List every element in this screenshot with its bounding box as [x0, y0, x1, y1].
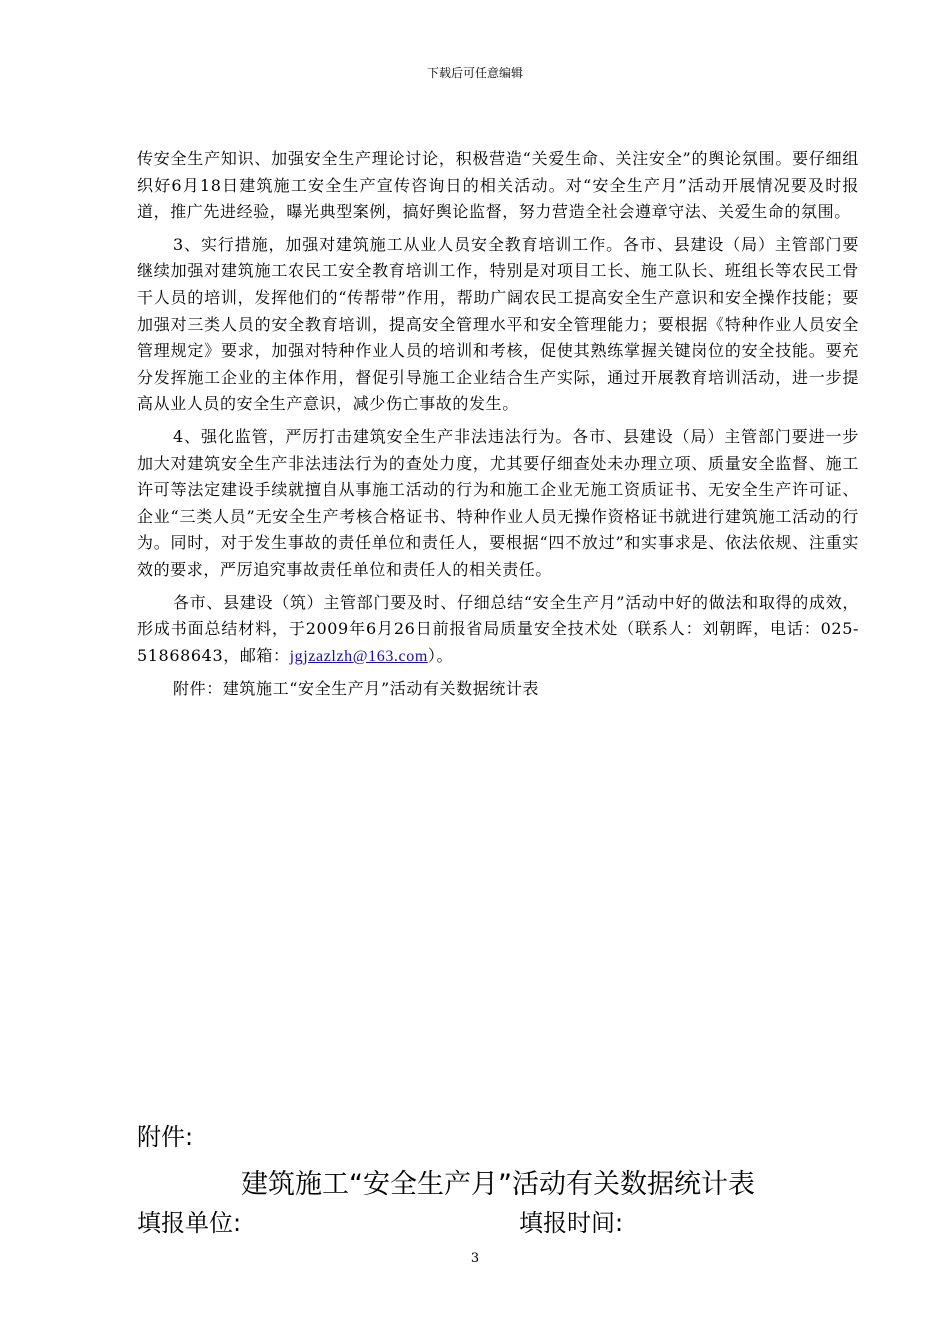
page-number: 3: [470, 1251, 480, 1266]
summary-text: 各市、县建设（筑）主管部门要及时、仔细总结“安全生产月”活动中好的做法和取得的成效，形成书面总结材料，于2009年6月26日前报省局质量安全技术处（联系人：刘朝晖，电话：025-51868643，邮箱：: [137, 592, 859, 665]
attachment-section: [137, 1122, 859, 1237]
page-header: 下载后可任意编辑: [426, 66, 523, 80]
paragraph-continuation: 传安全生产知识、加强安全生产理论讨论，积极营造“关爱生命、关注安全”的舆论氛围。要仔细组织好6月18日建筑施工安全生产宣传咨询日的相关活动。对“安全生产月”活动开展情况要及时报道，推广先进经验，曝光典型案例，搞好舆论监督，努力营造全社会遵章守法、关爱生命的氛围。: [137, 149, 859, 222]
paragraph-item-4: 4、强化监管，严厉打击建筑安全生产非法违法行为。各市、县建设（局）主管部门要进一步加大对建筑安全生产非法违法行为的查处力度，尤其要仔细查处未办理立项、质量安全监督、施工许可等法定建设手续就擅自从事施工活动的行为和施工企业无施工资质证书、无安全生产许可证、企业“三类人员”无安全生产考核合格证书、特种作业人员无操作资格证书就进行建筑施工活动的行为。同时，对于发生事故的责任单位和责任人，要根据“四不放过”和实事求是、依法依规、注重实效的要求，严厉追究事故责任单位和责任人的相关责任。: [137, 426, 859, 579]
attachment-table-title: 建筑施工“安全生产月”活动有关数据统计表: [241, 1169, 755, 1200]
attachment-label: 附件:: [137, 1123, 194, 1151]
summary-text-end: ）。: [427, 645, 454, 665]
fill-time-label: 填报时间:: [519, 1209, 624, 1237]
paragraph-attachment-note: 附件：建筑施工“安全生产月”活动有关数据统计表: [173, 679, 540, 699]
paragraph-summary: [137, 590, 859, 671]
email-link[interactable]: jgjzazlzh@163.com: [289, 647, 428, 665]
paragraph-item-3: 3、实行措施，加强对建筑施工从业人员安全教育培训工作。各市、县建设（局）主管部门要继续加强对建筑施工农民工安全教育培训工作，特别是对项目工长、施工队长、班组长等农民工骨干人员的培训，发挥他们的“传帮带”作用，帮助广阔农民工提高安全生产意识和安全操作技能；要加强对三类人员的安全教育培训，提高安全管理水平和安全管理能力；要根据《特种作业人员安全管理规定》要求，加强对特种作业人员的培训和考核，促使其熟练掌握关键岗位的安全技能。要充分发挥施工企业的主体作用，督促引导施工企业结合生产实际，通过开展教育培训活动，进一步提高从业人员的安全生产意识，减少伤亡事故的发生。: [137, 234, 859, 414]
document-body: [137, 146, 859, 709]
fill-unit-label: 填报单位:: [137, 1209, 242, 1237]
